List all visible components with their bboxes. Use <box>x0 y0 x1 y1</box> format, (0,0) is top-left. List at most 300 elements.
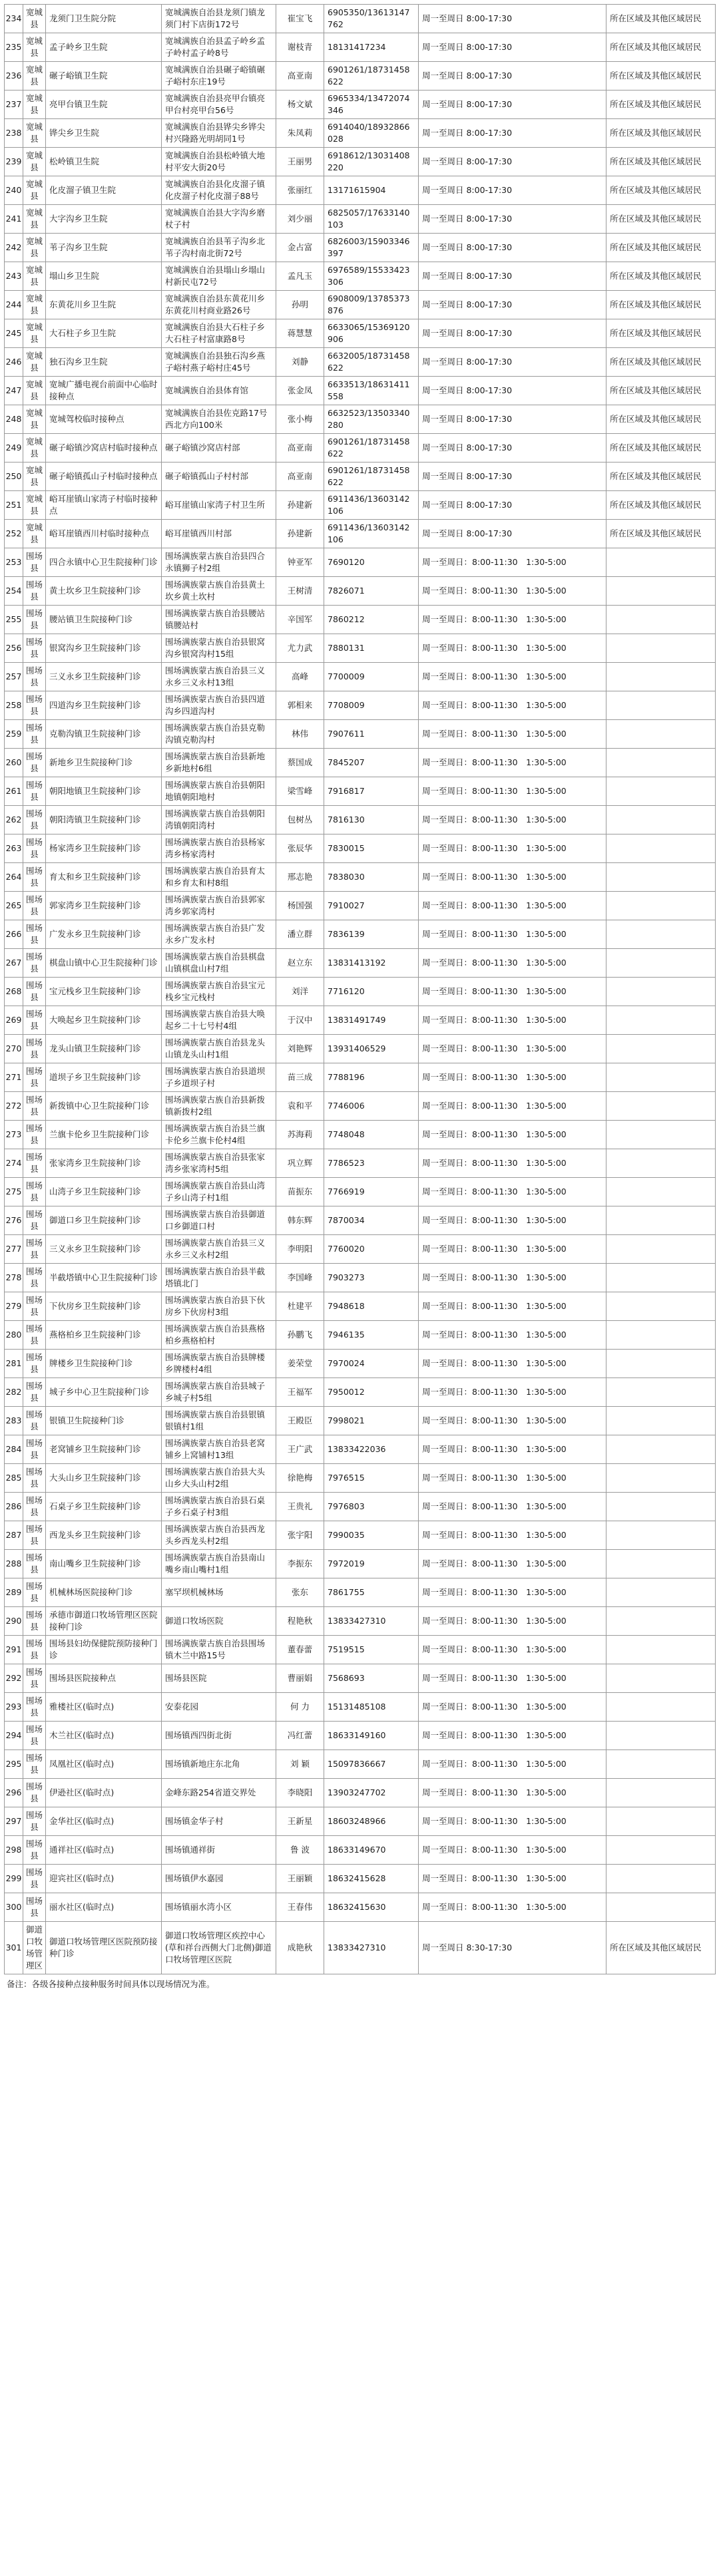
phone-cell: 6911436/13603142106 <box>324 491 419 520</box>
table-row <box>5 548 716 577</box>
remarks-cell <box>606 577 716 606</box>
county-cell: 围场县 <box>23 1521 46 1550</box>
site-name-cell: 丽水社区(临时点) <box>46 1893 162 1922</box>
phone-cell: 18603248966 <box>324 1807 419 1836</box>
address-cell: 碾子峪镇孤山子村村部 <box>162 462 276 491</box>
contact-person-cell: 王新星 <box>276 1807 324 1836</box>
address-cell: 围场满族蒙古族自治县张家湾乡张家湾村5组 <box>162 1149 276 1178</box>
phone-cell: 7870034 <box>324 1206 419 1235</box>
table-row <box>5 1607 716 1636</box>
row-number: 284 <box>5 1435 23 1464</box>
address-cell: 宽城满族自治县佐克路17号西北方向100米 <box>162 405 276 434</box>
remarks-cell <box>606 1235 716 1264</box>
row-number: 237 <box>5 91 23 119</box>
row-number: 240 <box>5 176 23 205</box>
table-row <box>5 634 716 663</box>
row-number: 296 <box>5 1779 23 1807</box>
contact-person-cell: 潘立群 <box>276 920 324 949</box>
county-cell: 宽城县 <box>23 5 46 33</box>
row-number: 254 <box>5 577 23 606</box>
table-row <box>5 691 716 720</box>
county-cell: 宽城县 <box>23 205 46 234</box>
phone-cell: 7972019 <box>324 1550 419 1578</box>
clinic-hours-cell: 周一至周日：8:00-11:30 1:30-5:00 <box>419 1722 606 1750</box>
address-cell: 围场满族蒙古族自治县黄土坎乡黄土坎村 <box>162 577 276 606</box>
contact-person-cell: 孙明 <box>276 291 324 319</box>
address-cell: 围场满族蒙古族自治县燕格柏乡燕格柏村 <box>162 1321 276 1350</box>
phone-cell: 18633149670 <box>324 1836 419 1865</box>
address-cell: 围场满族蒙古族自治县山湾子乡山湾子村1组 <box>162 1178 276 1206</box>
table-row <box>5 1321 716 1350</box>
address-cell: 宽城满族自治县大石柱子乡大石柱子村富康路8号 <box>162 319 276 348</box>
site-name-cell: 伊逊社区(临时点) <box>46 1779 162 1807</box>
contact-person-cell: 孙建新 <box>276 520 324 548</box>
remarks-cell: 所在区域及其他区域居民 <box>606 5 716 33</box>
remarks-cell <box>606 691 716 720</box>
address-cell: 围场镇西四街北街 <box>162 1722 276 1750</box>
clinic-hours-cell: 周一至周日：8:00-11:30 1:30-5:00 <box>419 1636 606 1664</box>
contact-person-cell: 谢枝青 <box>276 33 324 62</box>
clinic-hours-cell: 周一至周日：8:00-11:30 1:30-5:00 <box>419 1121 606 1149</box>
remarks-cell: 所在区域及其他区域居民 <box>606 1922 716 1974</box>
phone-cell: 7998021 <box>324 1407 419 1435</box>
contact-person-cell: 崔宝飞 <box>276 5 324 33</box>
phone-cell: 18632415630 <box>324 1893 419 1922</box>
site-name-cell: 凤凰社区(临时点) <box>46 1750 162 1779</box>
clinic-hours-cell: 周一至周日：8:00-11:30 1:30-5:00 <box>419 663 606 691</box>
row-number: 243 <box>5 262 23 291</box>
remarks-cell <box>606 1464 716 1493</box>
table-row <box>5 1550 716 1578</box>
phone-cell: 13171615904 <box>324 176 419 205</box>
site-name-cell: 新拨镇中心卫生院接种门诊 <box>46 1092 162 1121</box>
row-number: 257 <box>5 663 23 691</box>
row-number: 293 <box>5 1693 23 1722</box>
county-cell: 围场县 <box>23 1865 46 1893</box>
clinic-hours-cell: 周一至周日：8:00-11:30 1:30-5:00 <box>419 777 606 806</box>
row-number: 251 <box>5 491 23 520</box>
county-cell: 宽城县 <box>23 462 46 491</box>
remarks-cell <box>606 1664 716 1693</box>
county-cell: 宽城县 <box>23 119 46 148</box>
phone-cell: 18633149160 <box>324 1722 419 1750</box>
remarks-cell <box>606 1893 716 1922</box>
site-name-cell: 碾子峪镇沙窝店村临时接种点 <box>46 434 162 462</box>
phone-cell: 7907611 <box>324 720 419 749</box>
remarks-cell <box>606 606 716 634</box>
site-name-cell: 郭家湾乡卫生院接种门诊 <box>46 892 162 920</box>
site-name-cell: 围场县妇幼保健院预防接种门诊 <box>46 1636 162 1664</box>
phone-cell: 7990035 <box>324 1521 419 1550</box>
row-number: 285 <box>5 1464 23 1493</box>
address-cell: 围场满族蒙古族自治县朝阳地镇朝阳地村 <box>162 777 276 806</box>
site-name-cell: 峪耳崖镇山家湾子村临时接种点 <box>46 491 162 520</box>
contact-person-cell: 程艳秋 <box>276 1607 324 1636</box>
remarks-cell <box>606 1264 716 1292</box>
address-cell: 围场满族蒙古族自治县宝元栈乡宝元栈村 <box>162 978 276 1006</box>
remarks-cell: 所在区域及其他区域居民 <box>606 462 716 491</box>
remarks-cell <box>606 634 716 663</box>
phone-cell: 6918612/13031408220 <box>324 148 419 176</box>
contact-person-cell: 姜荣堂 <box>276 1350 324 1378</box>
remarks-cell <box>606 1035 716 1063</box>
site-name-cell: 三义永乡卫生院接种门诊 <box>46 663 162 691</box>
contact-person-cell: 王殿臣 <box>276 1407 324 1435</box>
remarks-cell <box>606 777 716 806</box>
table-row <box>5 777 716 806</box>
clinic-hours-cell: 周一至周日：8:00-11:30 1:30-5:00 <box>419 806 606 834</box>
remarks-cell: 所在区域及其他区域居民 <box>606 262 716 291</box>
site-name-cell: 南山嘴乡卫生院接种门诊 <box>46 1550 162 1578</box>
site-name-cell: 碾子峪镇卫生院 <box>46 62 162 91</box>
contact-person-cell: 王广武 <box>276 1435 324 1464</box>
table-row <box>5 1350 716 1378</box>
clinic-hours-cell: 周一至周日：8:00-11:30 1:30-5:00 <box>419 1006 606 1035</box>
site-name-cell: 银镇卫生院接种门诊 <box>46 1407 162 1435</box>
clinic-hours-cell: 周一至周日：8:00-11:30 1:30-5:00 <box>419 1407 606 1435</box>
remarks-cell <box>606 1607 716 1636</box>
site-name-cell: 育太和乡卫生院接种门诊 <box>46 863 162 892</box>
remarks-cell <box>606 1693 716 1722</box>
clinic-hours-cell: 周一至周日 8:00-17:30 <box>419 434 606 462</box>
contact-person-cell: 刘静 <box>276 348 324 377</box>
remarks-cell <box>606 949 716 978</box>
row-number: 252 <box>5 520 23 548</box>
table-row <box>5 234 716 262</box>
remarks-cell <box>606 1807 716 1836</box>
clinic-hours-cell: 周一至周日：8:00-11:30 1:30-5:00 <box>419 1578 606 1607</box>
contact-person-cell: 赵立东 <box>276 949 324 978</box>
table-row <box>5 377 716 405</box>
clinic-hours-cell: 周一至周日 8:00-17:30 <box>419 405 606 434</box>
phone-cell: 13833422036 <box>324 1435 419 1464</box>
clinic-hours-cell: 周一至周日：8:00-11:30 1:30-5:00 <box>419 920 606 949</box>
table-row <box>5 1636 716 1664</box>
table-row <box>5 1922 716 1974</box>
row-number: 275 <box>5 1178 23 1206</box>
clinic-hours-cell: 周一至周日：8:00-11:30 1:30-5:00 <box>419 1865 606 1893</box>
remarks-cell <box>606 978 716 1006</box>
remarks-cell <box>606 749 716 777</box>
county-cell: 围场县 <box>23 806 46 834</box>
contact-person-cell: 包树丛 <box>276 806 324 834</box>
phone-cell: 7568693 <box>324 1664 419 1693</box>
county-cell: 围场县 <box>23 1235 46 1264</box>
county-cell: 围场县 <box>23 1035 46 1063</box>
row-number: 239 <box>5 148 23 176</box>
phone-cell: 7760020 <box>324 1235 419 1264</box>
remarks-cell: 所在区域及其他区域居民 <box>606 491 716 520</box>
address-cell: 围场镇新地庄东北角 <box>162 1750 276 1779</box>
contact-person-cell: 邢志艳 <box>276 863 324 892</box>
county-cell: 围场县 <box>23 1493 46 1521</box>
site-name-cell: 新地乡卫生院接种门诊 <box>46 749 162 777</box>
county-cell: 围场县 <box>23 978 46 1006</box>
row-number: 273 <box>5 1121 23 1149</box>
address-cell: 围场镇金华子村 <box>162 1807 276 1836</box>
site-name-cell: 燕格柏乡卫生院接种门诊 <box>46 1321 162 1350</box>
address-cell: 宽城满族自治县独石沟乡燕子峪村燕子峪村庄45号 <box>162 348 276 377</box>
site-name-cell: 独石沟乡卫生院 <box>46 348 162 377</box>
remarks-cell: 所在区域及其他区域居民 <box>606 33 716 62</box>
county-cell: 围场县 <box>23 1264 46 1292</box>
contact-person-cell: 巩立辉 <box>276 1149 324 1178</box>
clinic-hours-cell: 周一至周日：8:00-11:30 1:30-5:00 <box>419 691 606 720</box>
clinic-hours-cell: 周一至周日：8:00-11:30 1:30-5:00 <box>419 834 606 863</box>
clinic-hours-cell: 周一至周日：8:00-11:30 1:30-5:00 <box>419 1693 606 1722</box>
county-cell: 围场县 <box>23 1722 46 1750</box>
address-cell: 宽城满族自治县体育馆 <box>162 377 276 405</box>
row-number: 272 <box>5 1092 23 1121</box>
address-cell: 宽城满族自治县东黄花川乡东黄花川村商业路26号 <box>162 291 276 319</box>
county-cell: 围场县 <box>23 1893 46 1922</box>
site-name-cell: 棋盘山镇中心卫生院接种门诊 <box>46 949 162 978</box>
remarks-cell: 所在区域及其他区域居民 <box>606 319 716 348</box>
row-number: 234 <box>5 5 23 33</box>
county-cell: 围场县 <box>23 691 46 720</box>
address-cell: 宽城满族自治县化皮溜子镇化皮溜子村化皮溜子88号 <box>162 176 276 205</box>
site-name-cell: 承德市御道口牧场管理区医院接种门诊 <box>46 1607 162 1636</box>
clinic-hours-cell: 周一至周日：8:00-11:30 1:30-5:00 <box>419 863 606 892</box>
clinic-hours-cell: 周一至周日：8:00-11:30 1:30-5:00 <box>419 1092 606 1121</box>
site-name-cell: 宽城驾校临时接种点 <box>46 405 162 434</box>
site-name-cell: 山湾子乡卫生院接种门诊 <box>46 1178 162 1206</box>
clinic-hours-cell: 周一至周日 8:00-17:30 <box>419 491 606 520</box>
row-number: 246 <box>5 348 23 377</box>
row-number: 258 <box>5 691 23 720</box>
contact-person-cell: 高亚南 <box>276 434 324 462</box>
row-number: 267 <box>5 949 23 978</box>
row-number: 279 <box>5 1292 23 1321</box>
address-cell: 围场满族蒙古族自治县围场镇木兰中路15号 <box>162 1636 276 1664</box>
county-cell: 围场县 <box>23 548 46 577</box>
clinic-hours-cell: 周一至周日：8:00-11:30 1:30-5:00 <box>419 1264 606 1292</box>
phone-cell: 6901261/18731458622 <box>324 62 419 91</box>
remarks-cell <box>606 1578 716 1607</box>
contact-person-cell: 苗三成 <box>276 1063 324 1092</box>
table-row <box>5 978 716 1006</box>
county-cell: 围场县 <box>23 777 46 806</box>
phone-cell: 13931406529 <box>324 1035 419 1063</box>
phone-cell: 6633065/15369120906 <box>324 319 419 348</box>
site-name-cell: 黄土坎乡卫生院接种门诊 <box>46 577 162 606</box>
clinic-hours-cell: 周一至周日：8:00-11:30 1:30-5:00 <box>419 1435 606 1464</box>
table-row <box>5 33 716 62</box>
contact-person-cell: 辛国军 <box>276 606 324 634</box>
address-cell: 围场满族蒙古族自治县三义永乡三义永村13组 <box>162 663 276 691</box>
clinic-hours-cell: 周一至周日：8:00-11:30 1:30-5:00 <box>419 1063 606 1092</box>
address-cell: 围场满族蒙古族自治县南山嘴乡南山嘴村1组 <box>162 1550 276 1578</box>
phone-cell: 6976589/15533423306 <box>324 262 419 291</box>
remarks-cell <box>606 1435 716 1464</box>
phone-cell: 15131485108 <box>324 1693 419 1722</box>
clinic-hours-cell: 周一至周日：8:00-11:30 1:30-5:00 <box>419 1521 606 1550</box>
site-name-cell: 广发永乡卫生院接种门诊 <box>46 920 162 949</box>
address-cell: 围场满族蒙古族自治县杨家湾乡杨家湾村 <box>162 834 276 863</box>
table-row <box>5 863 716 892</box>
address-cell: 安泰花园 <box>162 1693 276 1722</box>
county-cell: 围场县 <box>23 1321 46 1350</box>
address-cell: 御道口牧场管理区疾控中心(草和祥台西侧大门北侧)御道口牧场管理区医院 <box>162 1922 276 1974</box>
table-row <box>5 5 716 33</box>
county-cell: 宽城县 <box>23 405 46 434</box>
table-row <box>5 1464 716 1493</box>
remarks-cell <box>606 1149 716 1178</box>
remarks-cell <box>606 1750 716 1779</box>
clinic-hours-cell: 周一至周日 8:00-17:30 <box>419 62 606 91</box>
address-cell: 围场满族蒙古族自治县朝阳湾镇朝阳湾村 <box>162 806 276 834</box>
clinic-hours-cell: 周一至周日：8:00-11:30 1:30-5:00 <box>419 1321 606 1350</box>
site-name-cell: 朝阳湾镇卫生院接种门诊 <box>46 806 162 834</box>
table-row <box>5 1493 716 1521</box>
remarks-cell <box>606 1722 716 1750</box>
contact-person-cell: 苏海莉 <box>276 1121 324 1149</box>
county-cell: 围场县 <box>23 892 46 920</box>
row-number: 298 <box>5 1836 23 1865</box>
contact-person-cell: 王贵礼 <box>276 1493 324 1521</box>
county-cell: 围场县 <box>23 949 46 978</box>
remarks-cell: 所在区域及其他区域居民 <box>606 434 716 462</box>
site-name-cell: 银窝沟乡卫生院接种门诊 <box>46 634 162 663</box>
site-name-cell: 铧尖乡卫生院 <box>46 119 162 148</box>
phone-cell: 7830015 <box>324 834 419 863</box>
row-number: 274 <box>5 1149 23 1178</box>
table-row <box>5 1235 716 1264</box>
remarks-cell <box>606 1292 716 1321</box>
remarks-cell: 所在区域及其他区域居民 <box>606 405 716 434</box>
clinic-hours-cell: 周一至周日 8:00-17:30 <box>419 205 606 234</box>
clinic-hours-cell: 周一至周日：8:00-11:30 1:30-5:00 <box>419 1206 606 1235</box>
phone-cell: 7700009 <box>324 663 419 691</box>
phone-cell: 6901261/18731458622 <box>324 462 419 491</box>
clinic-hours-cell: 周一至周日 8:00-17:30 <box>419 5 606 33</box>
clinic-hours-cell: 周一至周日 8:00-17:30 <box>419 148 606 176</box>
county-cell: 围场县 <box>23 1664 46 1693</box>
phone-cell: 13903247702 <box>324 1779 419 1807</box>
site-name-cell: 东黄花川乡卫生院 <box>46 291 162 319</box>
remarks-cell <box>606 663 716 691</box>
phone-cell: 6965334/13472074346 <box>324 91 419 119</box>
contact-person-cell: 冯红蕾 <box>276 1722 324 1750</box>
table-row <box>5 1378 716 1407</box>
row-number: 299 <box>5 1865 23 1893</box>
clinic-hours-cell: 周一至周日 8:00-17:30 <box>419 462 606 491</box>
table-row <box>5 1521 716 1550</box>
remarks-cell: 所在区域及其他区域居民 <box>606 176 716 205</box>
row-number: 287 <box>5 1521 23 1550</box>
table-row <box>5 749 716 777</box>
site-name-cell: 杨家湾乡卫生院接种门诊 <box>46 834 162 863</box>
address-cell: 围场镇通祥街 <box>162 1836 276 1865</box>
county-cell: 围场县 <box>23 1407 46 1435</box>
site-name-cell: 松岭镇卫生院 <box>46 148 162 176</box>
remarks-cell <box>606 1006 716 1035</box>
county-cell: 围场县 <box>23 1121 46 1149</box>
address-cell: 围场满族蒙古族自治县三义永乡三义永村2组 <box>162 1235 276 1264</box>
address-cell: 围场满族蒙古族自治县腰站镇腰站村 <box>162 606 276 634</box>
address-cell: 围场满族蒙古族自治县老窝铺乡上窝铺村13组 <box>162 1435 276 1464</box>
table-row <box>5 1893 716 1922</box>
table-row <box>5 291 716 319</box>
site-name-cell: 苇子沟乡卫生院 <box>46 234 162 262</box>
site-name-cell: 老窝铺乡卫生院接种门诊 <box>46 1435 162 1464</box>
table-body <box>5 5 716 1974</box>
address-cell: 宽城满族自治县龙须门镇龙须门村下店街172号 <box>162 5 276 33</box>
county-cell: 围场县 <box>23 1750 46 1779</box>
county-cell: 围场县 <box>23 634 46 663</box>
county-cell: 宽城县 <box>23 33 46 62</box>
county-cell: 宽城县 <box>23 348 46 377</box>
remarks-cell <box>606 920 716 949</box>
clinic-hours-cell: 周一至周日：8:00-11:30 1:30-5:00 <box>419 1893 606 1922</box>
address-cell: 围场满族蒙古族自治县下伙房乡下伙房村3组 <box>162 1292 276 1321</box>
contact-person-cell: 王丽男 <box>276 148 324 176</box>
clinic-hours-cell: 周一至周日：8:00-11:30 1:30-5:00 <box>419 1178 606 1206</box>
remarks-cell <box>606 1206 716 1235</box>
address-cell: 围场满族蒙古族自治县新地乡新地村6组 <box>162 749 276 777</box>
address-cell: 宽城满族自治县塌山乡塌山村新民屯72号 <box>162 262 276 291</box>
address-cell: 宽城满族自治县苇子沟乡北苇子沟村南北街72号 <box>162 234 276 262</box>
row-number: 263 <box>5 834 23 863</box>
county-cell: 围场县 <box>23 749 46 777</box>
phone-cell: 13831413192 <box>324 949 419 978</box>
table-row <box>5 319 716 348</box>
address-cell: 宽城满族自治县孟子岭乡孟子岭村孟子岭8号 <box>162 33 276 62</box>
phone-cell: 7690120 <box>324 548 419 577</box>
phone-cell: 7946135 <box>324 1321 419 1350</box>
phone-cell: 7950012 <box>324 1378 419 1407</box>
contact-person-cell: 王树清 <box>276 577 324 606</box>
row-number: 268 <box>5 978 23 1006</box>
contact-person-cell: 刘艳辉 <box>276 1035 324 1063</box>
table-row <box>5 119 716 148</box>
contact-person-cell: 钟亚军 <box>276 548 324 577</box>
table-row <box>5 1779 716 1807</box>
table-row <box>5 1407 716 1435</box>
contact-person-cell: 于汉中 <box>276 1006 324 1035</box>
table-row <box>5 1836 716 1865</box>
site-name-cell: 兰旗卡伦乡卫生院接种门诊 <box>46 1121 162 1149</box>
clinic-hours-cell: 周一至周日 8:00-17:30 <box>419 234 606 262</box>
row-number: 282 <box>5 1378 23 1407</box>
table-row <box>5 491 716 520</box>
clinic-hours-cell: 周一至周日：8:00-11:30 1:30-5:00 <box>419 1836 606 1865</box>
row-number: 242 <box>5 234 23 262</box>
clinic-hours-cell: 周一至周日：8:00-11:30 1:30-5:00 <box>419 548 606 577</box>
site-name-cell: 机械林场医院接种门诊 <box>46 1578 162 1607</box>
phone-cell: 7788196 <box>324 1063 419 1092</box>
county-cell: 围场县 <box>23 1149 46 1178</box>
county-cell: 宽城县 <box>23 319 46 348</box>
table-row <box>5 462 716 491</box>
phone-cell: 6905350/13613147762 <box>324 5 419 33</box>
address-cell: 围场满族蒙古族自治县半截塔镇北门 <box>162 1264 276 1292</box>
address-cell: 围场满族蒙古族自治县御道口乡御道口村 <box>162 1206 276 1235</box>
clinic-hours-cell: 周一至周日：8:00-11:30 1:30-5:00 <box>419 892 606 920</box>
site-name-cell: 大头山乡卫生院接种门诊 <box>46 1464 162 1493</box>
table-row <box>5 1664 716 1693</box>
clinic-hours-cell: 周一至周日：8:00-11:30 1:30-5:00 <box>419 720 606 749</box>
clinic-hours-cell: 周一至周日 8:00-17:30 <box>419 91 606 119</box>
phone-cell: 7836139 <box>324 920 419 949</box>
table-row <box>5 663 716 691</box>
row-number: 255 <box>5 606 23 634</box>
clinic-hours-cell: 周一至周日：8:00-11:30 1:30-5:00 <box>419 1464 606 1493</box>
site-name-cell: 孟子岭乡卫生院 <box>46 33 162 62</box>
address-cell: 金峰东路254省道交界处 <box>162 1779 276 1807</box>
table-row <box>5 176 716 205</box>
phone-cell: 7708009 <box>324 691 419 720</box>
